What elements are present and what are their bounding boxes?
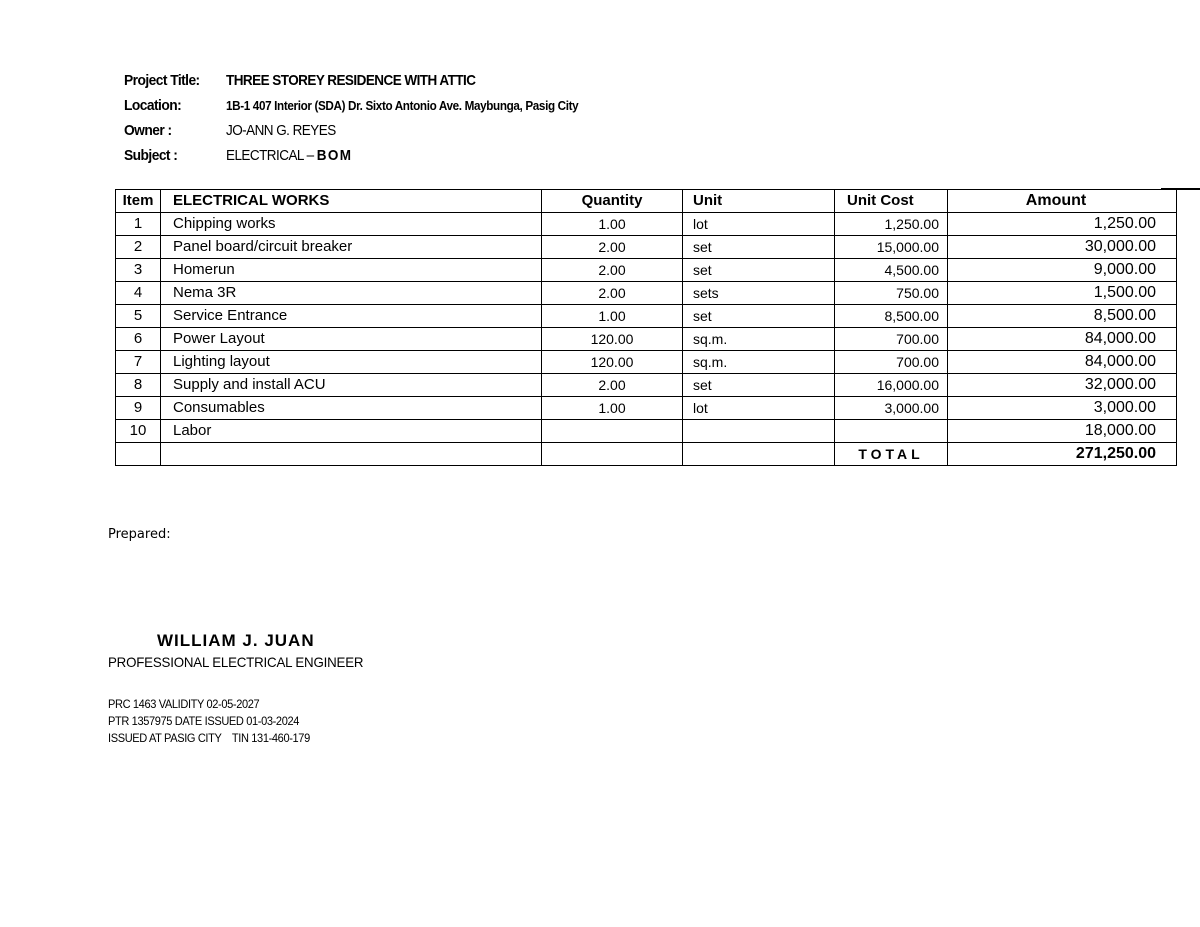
- location-row: [124, 93, 617, 118]
- cell-unit-cost: 15,000.00: [835, 236, 948, 259]
- cell-item: 4: [116, 282, 161, 305]
- cell-description: Chipping works: [161, 213, 542, 236]
- table-header-row: [116, 190, 1177, 213]
- cell-unit: set: [683, 236, 835, 259]
- prc-line: PRC 1463 VALIDITY 02-05-2027: [108, 697, 260, 711]
- cell-unit-cost: 700.00: [835, 328, 948, 351]
- table-row: [116, 351, 1177, 374]
- cell-quantity: [542, 420, 683, 443]
- ptr-line: PTR 1357975 DATE ISSUED 01-03-2024: [108, 714, 300, 728]
- cell-unit: lot: [683, 213, 835, 236]
- total-label: TOTAL: [835, 443, 948, 466]
- subject-label: Subject :: [124, 147, 178, 164]
- cell-quantity: 1.00: [542, 305, 683, 328]
- header-item: Item: [116, 190, 161, 213]
- cell-description: Lighting layout: [161, 351, 542, 374]
- cell-unit: [683, 420, 835, 443]
- cell-description: Nema 3R: [161, 282, 542, 305]
- cell-item: 9: [116, 397, 161, 420]
- cell-quantity: 120.00: [542, 351, 683, 374]
- cell-unit-cost: 4,500.00: [835, 259, 948, 282]
- project-title-row: [124, 68, 617, 93]
- header-quantity: Quantity: [542, 190, 683, 213]
- table-row: [116, 213, 1177, 236]
- cell-amount: 3,000.00: [948, 397, 1177, 420]
- owner-row: [124, 118, 617, 143]
- total-empty-unit: [683, 443, 835, 466]
- cell-unit-cost: 3,000.00: [835, 397, 948, 420]
- subject-row: [124, 143, 617, 168]
- total-empty-qty: [542, 443, 683, 466]
- cell-unit-cost: 8,500.00: [835, 305, 948, 328]
- cell-amount: 1,500.00: [948, 282, 1177, 305]
- cell-unit-cost: 750.00: [835, 282, 948, 305]
- project-header: [124, 68, 617, 168]
- cell-unit-cost: [835, 420, 948, 443]
- cell-description: Supply and install ACU: [161, 374, 542, 397]
- cell-item: 8: [116, 374, 161, 397]
- header-unit: Unit: [683, 190, 835, 213]
- cell-unit: sets: [683, 282, 835, 305]
- table-row: [116, 282, 1177, 305]
- cell-unit: sq.m.: [683, 351, 835, 374]
- cell-quantity: 1.00: [542, 397, 683, 420]
- cell-amount: 1,250.00: [948, 213, 1177, 236]
- cell-unit: set: [683, 259, 835, 282]
- total-row: [116, 443, 1177, 466]
- table-row: [116, 420, 1177, 443]
- cell-item: 6: [116, 328, 161, 351]
- cell-item: 7: [116, 351, 161, 374]
- cell-unit-cost: 16,000.00: [835, 374, 948, 397]
- table-body: [116, 213, 1177, 443]
- prepared-label: Prepared:: [108, 527, 171, 542]
- location-label: Location:: [124, 97, 182, 114]
- project-title-value: THREE STOREY RESIDENCE WITH ATTIC: [226, 72, 476, 89]
- cell-unit: set: [683, 305, 835, 328]
- cell-item: 2: [116, 236, 161, 259]
- header-amount: Amount: [948, 190, 1177, 213]
- header-description: ELECTRICAL WORKS: [161, 190, 542, 213]
- cell-amount: 18,000.00: [948, 420, 1177, 443]
- table-row: [116, 236, 1177, 259]
- total-amount: 271,250.00: [948, 443, 1177, 466]
- cell-item: 1: [116, 213, 161, 236]
- cell-quantity: 2.00: [542, 236, 683, 259]
- table-row: [116, 397, 1177, 420]
- cell-amount: 84,000.00: [948, 351, 1177, 374]
- cell-description: Service Entrance: [161, 305, 542, 328]
- total-empty-item: [116, 443, 161, 466]
- cell-quantity: 1.00: [542, 213, 683, 236]
- subject-prefix: ELECTRICAL –: [226, 147, 314, 164]
- table-row: [116, 259, 1177, 282]
- cell-amount: 32,000.00: [948, 374, 1177, 397]
- cell-quantity: 2.00: [542, 282, 683, 305]
- cell-unit-cost: 1,250.00: [835, 213, 948, 236]
- issued-line: ISSUED AT PASIG CITY TIN 131-460-179: [108, 731, 310, 745]
- cell-item: 5: [116, 305, 161, 328]
- total-empty-desc: [161, 443, 542, 466]
- project-title-label: Project Title:: [124, 72, 200, 89]
- engineer-credentials: [108, 696, 310, 747]
- cell-amount: 84,000.00: [948, 328, 1177, 351]
- table-row: [116, 374, 1177, 397]
- engineer-title: PROFESSIONAL ELECTRICAL ENGINEER: [108, 654, 364, 670]
- cell-unit: lot: [683, 397, 835, 420]
- bom-table: [115, 189, 1177, 466]
- header-unit-cost: Unit Cost: [835, 190, 948, 213]
- cell-description: Homerun: [161, 259, 542, 282]
- engineer-name: WILLIAM J. JUAN: [157, 631, 315, 650]
- owner-value: JO-ANN G. REYES: [226, 122, 336, 139]
- cell-quantity: 2.00: [542, 374, 683, 397]
- cell-unit: set: [683, 374, 835, 397]
- cell-description: Consumables: [161, 397, 542, 420]
- cell-description: Labor: [161, 420, 542, 443]
- cell-amount: 30,000.00: [948, 236, 1177, 259]
- cell-unit-cost: 700.00: [835, 351, 948, 374]
- subject-bom: BOM: [316, 147, 353, 164]
- cell-item: 10: [116, 420, 161, 443]
- owner-label: Owner :: [124, 122, 172, 139]
- location-value: 1B-1 407 Interior (SDA) Dr. Sixto Antonio Ave. Maybunga, Pasig City: [226, 98, 579, 113]
- cell-amount: 8,500.00: [948, 305, 1177, 328]
- cell-quantity: 120.00: [542, 328, 683, 351]
- cell-description: Panel board/circuit breaker: [161, 236, 542, 259]
- cell-quantity: 2.00: [542, 259, 683, 282]
- cell-description: Power Layout: [161, 328, 542, 351]
- cell-amount: 9,000.00: [948, 259, 1177, 282]
- cell-unit: sq.m.: [683, 328, 835, 351]
- table-row: [116, 305, 1177, 328]
- cell-item: 3: [116, 259, 161, 282]
- table-row: [116, 328, 1177, 351]
- subject-value: [226, 147, 352, 164]
